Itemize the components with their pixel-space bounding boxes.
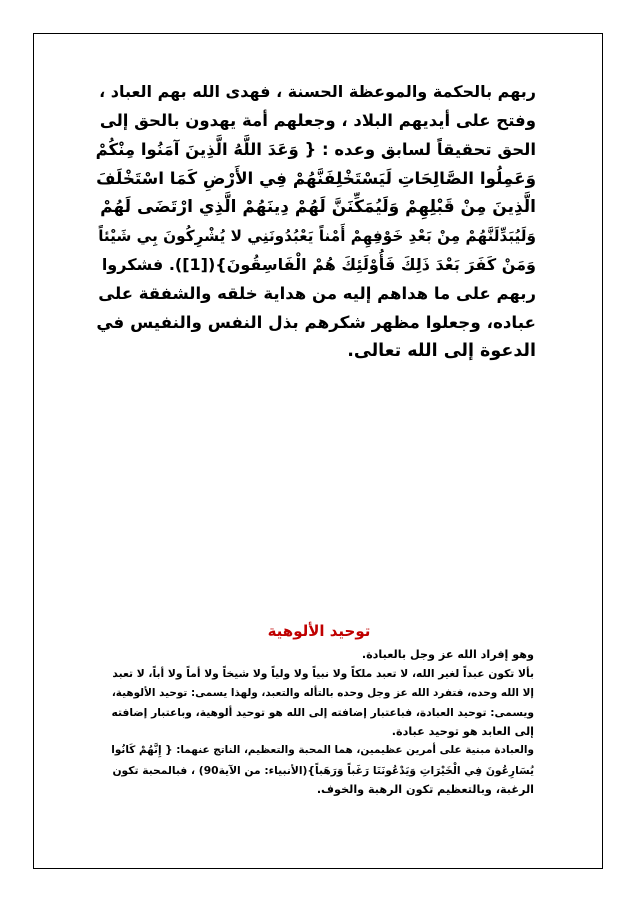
text-line: يُسَارِعُونَ فِي الْخَيْرَاتِ وَيَدْعُونَنَا رَغَباً وَرَهَباً}(الأنبياء: من الآية90) ، فبالمحبة تكون	[112, 763, 534, 777]
definition-paragraph	[104, 645, 534, 799]
text-line: وهو إفراد الله عز وجل بالعبادة.	[361, 648, 534, 661]
text-line: وَمَنْ كَفَرَ بَعْدَ ذَلِكَ فَأُوْلَئِكَ هُمْ الْفَاسِقُونَ}([1]). فشكروا	[101, 254, 536, 274]
text-line: والعبادة مبنية على أمرين عظيمين، هما المحبة والتعظيم، الناتج عنهما: { إِنَّهُمْ كَانُوا	[111, 744, 534, 757]
text-line: الرغبة، وبالتعظيم تكون الرهبة والخوف.	[316, 783, 534, 797]
intro-paragraph	[96, 78, 536, 366]
text-line: وَعَمِلُوا الصَّالِحَاتِ لَيَسْتَخْلِفَنَّهُمْ فِي الأَرْضِ كَمَا اسْتَخْلَفَ	[96, 168, 536, 189]
text-line: ربهم بالحكمة والموعظة الحسنة ، فهدى الله بهم العباد ،	[99, 82, 536, 101]
text-line: إلى العابد هو توحيد عبادة.	[391, 725, 534, 739]
section-heading: توحيد الألوهية	[267, 622, 371, 640]
text-line: ويسمى: توحيد العبادة، فباعتبار إضافته إلى الله هو توحيد ألوهية، وباعتبار إضافته	[111, 705, 534, 719]
text-line: وفتح على أيديهم البلاد ، وجعلهم أمة يهدون بالحق إلى	[99, 110, 536, 130]
text-line: بألا تكون عبداً لغير الله، لا تعبد ملكاً ولا نبياً ولا ولياً ولا شيخاً ولا أماً ولا أباً، لا تعبد	[112, 667, 534, 681]
text-line: الَّذِينَ مِنْ قَبْلِهِمْ وَلَيُمَكِّنَنَّ لَهُمْ دِينَهُمْ الَّذِي ارْتَضَى لَهُمْ	[100, 197, 536, 218]
text-line: وَلَيُبَدِّلَنَّهُمْ مِنْ بَعْدِ خَوْفِهِمْ أَمْناً يَعْبُدُونَنِي لا يُشْرِكُونَ بِي شَيْئاً	[98, 226, 536, 245]
text-line: إلا الله وحده، فتفرد الله عز وجل وحده بالتأله والتعبد، ولهذا يسمى: توحيد الألوهية،	[111, 686, 534, 699]
text-line: ربهم على ما هداهم إليه من هداية خلقه والشفقة على	[98, 283, 536, 303]
text-line: الدعوة إلى الله تعالى.	[347, 341, 536, 362]
text-line: عباده، وجعلوا مظهر شكرهم بذل النفس والنفيس في	[96, 312, 536, 333]
text-line: الحق تحقيقاً لسابق وعده : { وَعَدَ اللَّهُ الَّذِينَ آمَنُوا مِنْكُمْ	[95, 139, 536, 159]
